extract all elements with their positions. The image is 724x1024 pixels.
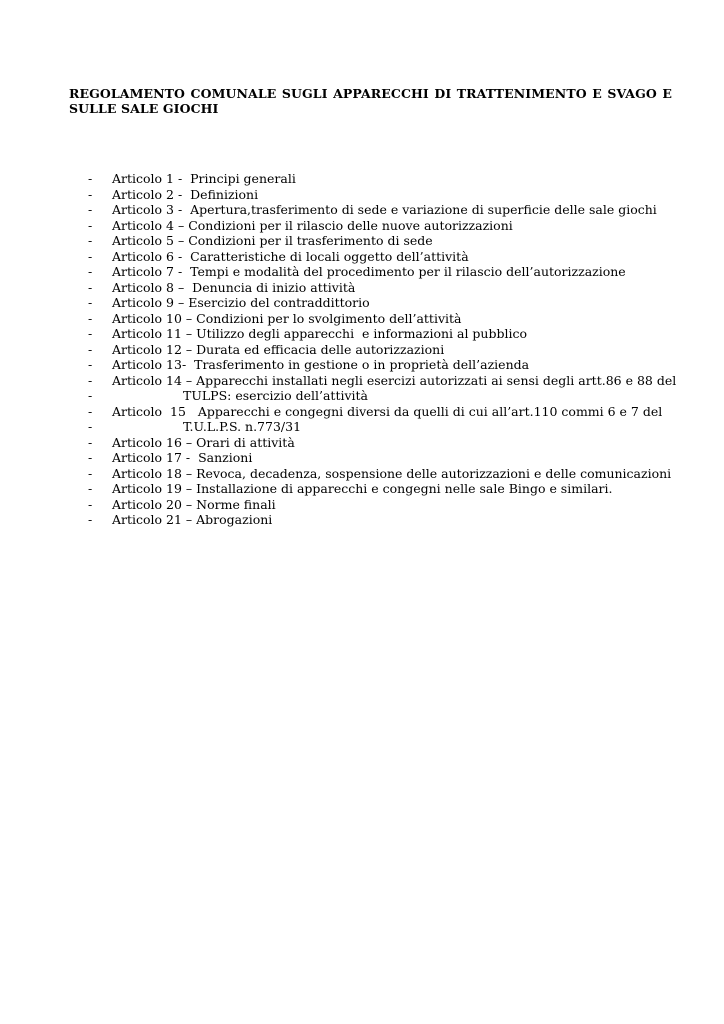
list-item <box>88 233 688 249</box>
list-bullet: - <box>88 279 93 295</box>
list-bullet: - <box>88 326 93 341</box>
list-item-text: T.U.L.P.S. n.773/31 <box>183 419 302 434</box>
list-bullet: - <box>88 357 93 372</box>
list-item-text: Articolo 11 – Utilizzo degli apparecchi e informazioni al pubblico <box>112 326 528 341</box>
list-bullet: - <box>88 233 93 248</box>
list-item-text: Articolo 8 – Denuncia di inizio attività <box>112 279 356 295</box>
list-item-text: Articolo 13- Trasferimento in gestione o in proprietà dell’azienda <box>112 357 530 372</box>
articles-list <box>88 171 688 528</box>
list-item-text: Articolo 21 – Abrogazioni <box>112 512 273 527</box>
list-item-text: Articolo 2 - Definizioni <box>112 186 259 202</box>
list-bullet: - <box>88 403 93 419</box>
list-bullet: - <box>88 512 93 527</box>
list-bullet: - <box>88 264 93 279</box>
list-item-text: Articolo 17 - Sanzioni <box>112 450 253 465</box>
list-item-text: Articolo 9 – Esercizio del contraddittorio <box>112 295 370 310</box>
list-bullet: - <box>88 450 93 465</box>
list-item <box>88 373 688 389</box>
list-item-text: Articolo 12 – Durata ed efficacia delle autorizzazioni <box>112 341 445 357</box>
list-item-text: Articolo 15 Apparecchi e congegni diversi da quelli di cui all’art.110 commi 6 e 7 del <box>112 403 663 419</box>
list-bullet: - <box>88 372 93 388</box>
list-item <box>88 264 688 280</box>
list-item-text: Articolo 3 - Apertura,trasferimento di sede e variazione di superficie delle sale giochi <box>112 202 657 217</box>
document-title: REGOLAMENTO COMUNALE SUGLI APPARECCHI DI TRATTENIMENTO E SVAGO E SULLE SALE GIOCHI <box>69 86 672 116</box>
list-item-text: Articolo 1 - Principi generali <box>112 171 296 186</box>
list-item <box>88 171 688 187</box>
list-item <box>88 512 688 528</box>
list-item <box>88 404 688 420</box>
list-item <box>88 326 688 342</box>
list-bullet: - <box>88 186 93 202</box>
list-item <box>88 481 688 497</box>
list-bullet: - <box>88 341 93 357</box>
list-item <box>88 342 688 358</box>
list-item-text: Articolo 14 – Apparecchi installati negli esercizi autorizzati ai sensi degli artt.86 e 88 del <box>112 372 677 388</box>
list-item-text: Articolo 18 – Revoca, decadenza, sospensione delle autorizzazioni e delle comunicazioni <box>112 465 672 481</box>
list-bullet: - <box>88 419 93 434</box>
list-bullet: - <box>88 171 93 186</box>
list-item-text: Articolo 7 - Tempi e modalità del procedimento per il rilascio dell’autorizzazione <box>112 264 626 279</box>
list-bullet: - <box>88 434 93 450</box>
list-bullet: - <box>88 388 93 403</box>
list-item <box>88 435 688 451</box>
list-item-text: Articolo 20 – Norme finali <box>112 496 276 512</box>
list-item <box>88 497 688 513</box>
list-item <box>88 280 688 296</box>
list-item-text: TULPS: esercizio dell’attività <box>183 388 368 403</box>
list-item <box>88 450 688 466</box>
list-item-text: Articolo 4 – Condizioni per il rilascio delle nuove autorizzazioni <box>112 217 513 233</box>
list-item-continuation <box>88 388 688 404</box>
list-bullet: - <box>88 481 93 496</box>
list-item <box>88 187 688 203</box>
list-bullet: - <box>88 465 93 481</box>
list-item <box>88 218 688 234</box>
list-bullet: - <box>88 496 93 512</box>
list-bullet: - <box>88 217 93 233</box>
list-item <box>88 466 688 482</box>
list-item <box>88 202 688 218</box>
list-item-text: Articolo 19 – Installazione di apparecchi e congegni nelle sale Bingo e similari. <box>112 481 613 496</box>
list-bullet: - <box>88 202 93 217</box>
list-item-text: Articolo 10 – Condizioni per lo svolgimento dell’attività <box>112 310 462 326</box>
list-item-text: Articolo 6 - Caratteristiche di locali oggetto dell’attività <box>112 248 469 264</box>
list-item-text: Articolo 16 – Orari di attività <box>112 434 295 450</box>
list-item <box>88 311 688 327</box>
list-item-text: Articolo 5 – Condizioni per il trasferimento di sede <box>112 233 433 248</box>
list-item <box>88 249 688 265</box>
list-bullet: - <box>88 310 93 326</box>
list-item-continuation <box>88 419 688 435</box>
list-item <box>88 295 688 311</box>
list-bullet: - <box>88 295 93 310</box>
list-bullet: - <box>88 248 93 264</box>
list-item <box>88 357 688 373</box>
